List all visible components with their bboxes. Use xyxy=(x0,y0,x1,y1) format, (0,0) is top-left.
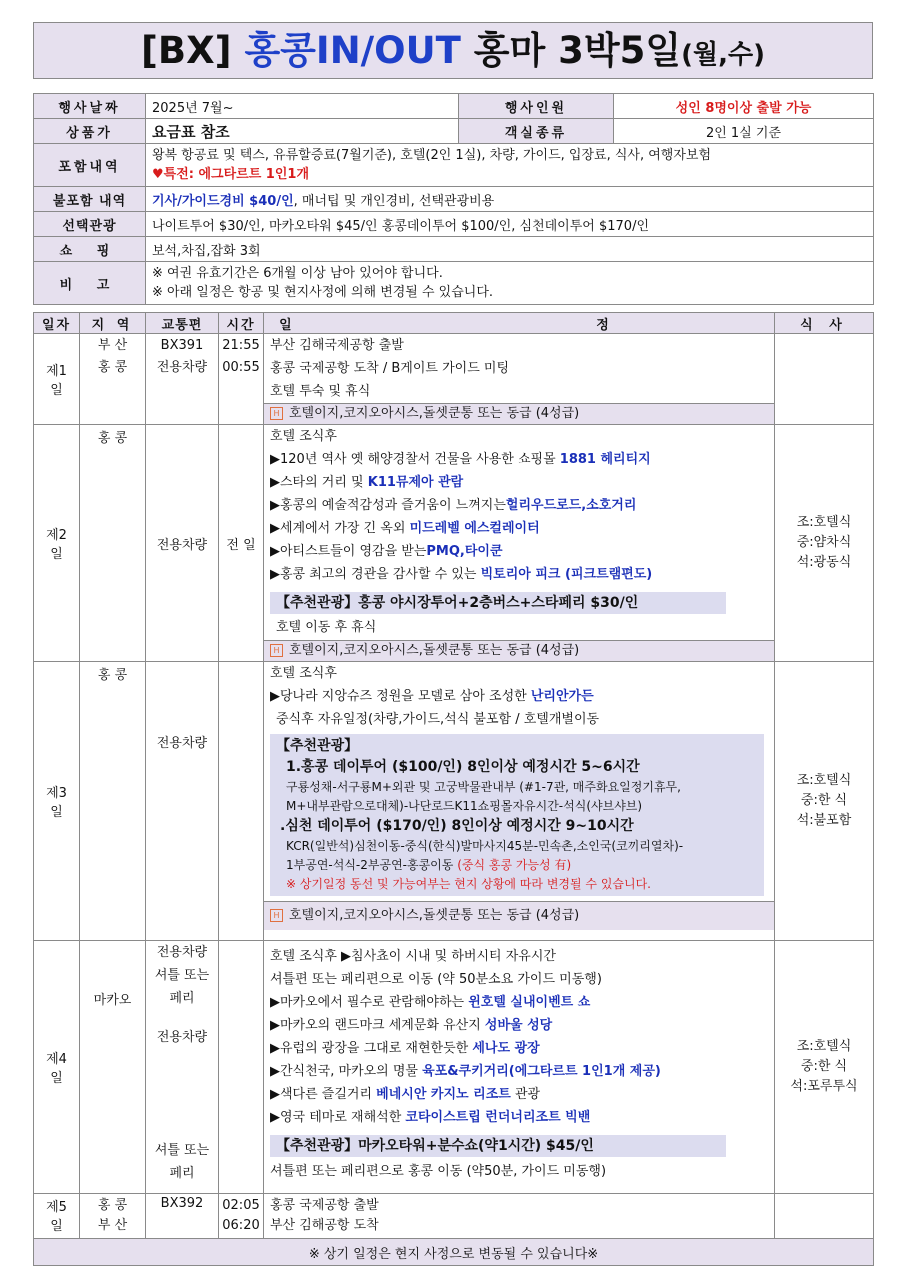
header-meal: 식 사 xyxy=(775,313,874,334)
day1-region-1: 부 산 xyxy=(97,338,128,353)
day4-line-8-highlight: 코타이스트립 런더너리조트 빅밴 xyxy=(405,1110,591,1125)
day3-day: 제3일 xyxy=(34,662,80,941)
day4-line-8-text: ▶영국 테마로 재해석한 xyxy=(270,1110,406,1125)
day3-hotel xyxy=(264,901,774,930)
include-value: 왕복 항공료 및 텍스, 유류할증료(7월기준), 호텔(2인 1실), 차량, 가이드, 입장료, 식사, 여행자보험 xyxy=(152,148,712,163)
day5-transport: BX392 xyxy=(146,1194,219,1239)
include-special: ♥특전: 에그타르트 1인1개 xyxy=(152,167,310,182)
day3-region: 홍 콩 xyxy=(80,662,146,941)
day2-line-last: 호텔 이동 후 휴식 xyxy=(276,620,377,635)
day1-line-1: 부산 김해국제공항 출발 xyxy=(270,338,404,353)
day4-line-6 xyxy=(270,1060,768,1083)
day5-time-1: 02:05 xyxy=(222,1198,260,1213)
day4-transport-2: 셔틀 또는 xyxy=(154,968,210,983)
day4-line-5-text: ▶유럽의 광장을 그대로 재현한듯한 xyxy=(270,1041,473,1056)
day2-line-6-text: ▶아티스트들이 영감을 받는 xyxy=(270,544,427,559)
day2-line-2-text: ▶120년 역사 옛 해양경찰서 건물을 사용한 쇼핑몰 xyxy=(270,452,560,467)
day3-line-3: 중식후 자유일정(차량,가이드,석식 불포함 / 호텔개별이동 xyxy=(276,712,600,727)
day3-rec-2b-row xyxy=(276,856,758,875)
day4-schedule xyxy=(264,941,775,1194)
day1-row xyxy=(34,334,874,425)
footer-note: ※ 상기 일정은 현지 사정으로 변동될 수 있습니다※ xyxy=(34,1239,874,1266)
day3-line-2 xyxy=(270,685,768,708)
day4-line-4 xyxy=(270,1014,768,1037)
day2-line-5 xyxy=(270,517,768,540)
day5-time-2: 06:20 xyxy=(222,1218,260,1233)
page-title xyxy=(33,22,873,79)
day5-meal xyxy=(775,1194,874,1239)
day4-meal-3: 석:포루투식 xyxy=(790,1079,858,1094)
note-1: ※ 여권 유효기간은 6개월 이상 남아 있어야 합니다. xyxy=(152,266,443,281)
day3-rec-note: ※ 상기일정 동선 및 가능여부는 현지 상황에 따라 변경될 수 있습니다. xyxy=(286,877,651,891)
day3-recommend-box xyxy=(270,734,764,896)
day2-line-2-highlight: 1881 헤리티지 xyxy=(559,452,651,467)
option-value: 나이트투어 $30/인, 마카오타워 $45/인 홍콩데이투어 $100/인, 심천데이투어 $170/인 xyxy=(146,212,874,237)
day4-line-2: 셔틀편 또는 페리편으로 이동 (약 50분소요 가이드 미동행) xyxy=(270,972,602,987)
day2-line-4-highlight: 헐리우드로드,소호거리 xyxy=(505,498,637,513)
day3-meal-1: 조:호텔식 xyxy=(796,773,852,788)
day1-transport-1: BX391 xyxy=(160,338,204,353)
day4-transport-4: 전용차량 xyxy=(156,1030,208,1045)
day1-transport xyxy=(146,334,219,425)
header-transport: 교통편 xyxy=(146,313,219,334)
day1-time-1: 21:55 xyxy=(222,338,260,353)
day1-transport-2: 전용차량 xyxy=(156,360,208,375)
day4-line-7-highlight: 베네시안 카지노 리조트 xyxy=(376,1087,511,1102)
day4-line-3-highlight: 윈호텔 실내이벤트 쇼 xyxy=(468,995,591,1010)
date-value: 2025년 7월~ xyxy=(146,94,459,119)
day4-line-6-highlight: 육포&쿠키거리(에그타르트 1인1개 제공) xyxy=(422,1064,661,1079)
day3-rec-2b: 1부공연-석식-2부공연-홍콩이동 xyxy=(286,858,458,872)
day4-meal-2: 중:한 식 xyxy=(800,1059,848,1074)
day4-transport xyxy=(146,941,219,1194)
day4-meal xyxy=(775,941,874,1194)
day4-transport-3: 페리 xyxy=(169,991,195,1006)
day2-day: 제2일 xyxy=(34,425,80,662)
title-highlight: 홍콩IN/OUT xyxy=(244,29,461,72)
day2-line-3-highlight: K11뮤제아 관람 xyxy=(367,475,464,490)
day2-line-5-text: ▶세계에서 가장 긴 옥외 xyxy=(270,521,410,536)
day4-line-7-tail: 관광 xyxy=(510,1087,541,1102)
title-main: 홍마 3박5일 xyxy=(473,29,682,72)
day1-day: 제1일 xyxy=(34,334,80,425)
day2-transport: 전용차량 xyxy=(146,425,219,662)
option-label: 선택관광 xyxy=(34,212,146,237)
day3-rec-2a: KCR(일반석)심천이동-중식(한식)발마사지45분-민속촌,소인국(코끼리열차)- xyxy=(286,839,684,853)
exclude-cell xyxy=(146,187,874,212)
day4-line-8 xyxy=(270,1106,768,1129)
day2-line-1: 호텔 조식후 xyxy=(270,429,337,444)
shop-label: 쇼 핑 xyxy=(34,237,146,262)
day2-hotel xyxy=(264,640,774,661)
title-prefix: [BX] xyxy=(140,29,232,72)
day3-rec-1: 1.홍콩 데이투어 ($100/인) 8인이상 예정시간 5~6시간 xyxy=(286,759,640,775)
room-label: 객실종류 xyxy=(459,119,614,144)
itinerary-table xyxy=(33,312,874,1266)
day2-hotel-text: 호텔이지,코지오아시스,돌셋쿤통 또는 동급 (4성급) xyxy=(289,643,580,658)
day2-meal-1: 조:호텔식 xyxy=(796,515,852,530)
exclude-label: 불포함 내역 xyxy=(34,187,146,212)
people-value: 성인 8명이상 출발 가능 xyxy=(614,94,874,119)
day2-line-6 xyxy=(270,540,768,563)
day4-day: 제4일 xyxy=(34,941,80,1194)
day1-hotel-text: 호텔이지,코지오아시스,돌셋쿤통 또는 동급 (4성급) xyxy=(289,406,580,421)
day2-row xyxy=(34,425,874,662)
price-value: 요금표 참조 xyxy=(146,119,459,144)
day4-transport-6: 페리 xyxy=(169,1166,195,1181)
include-label: 포함내역 xyxy=(34,144,146,187)
day5-region-2: 부 산 xyxy=(97,1218,128,1233)
info-table xyxy=(33,93,874,305)
day4-meal-1: 조:호텔식 xyxy=(796,1039,852,1054)
day2-meal-3: 석:광동식 xyxy=(796,555,852,570)
day3-line-2-text: ▶당나라 지앙슈즈 정원을 모델로 삼아 조성한 xyxy=(270,689,531,704)
day3-rec-1a: 구룡성채-서구룡M+외관 및 고궁박물관내부 (#1-7관, 매주화요일정기휴무, xyxy=(286,780,681,794)
room-value: 2인 1실 기준 xyxy=(614,119,874,144)
header-day: 일자 xyxy=(34,313,80,334)
day5-day: 제5일 xyxy=(34,1194,80,1239)
day3-meal-2: 중:한 식 xyxy=(800,793,848,808)
day5-line-2: 부산 김해공항 도착 xyxy=(270,1218,379,1233)
day4-line-3 xyxy=(270,991,768,1014)
day2-line-7-highlight: 빅토리아 피크 (피크트램편도) xyxy=(480,567,653,582)
day2-schedule xyxy=(264,425,775,662)
day4-row xyxy=(34,941,874,1194)
day3-schedule xyxy=(264,662,775,941)
day3-line-1: 호텔 조식후 xyxy=(270,666,337,681)
day4-line-4-highlight: 성바울 성당 xyxy=(484,1018,553,1033)
day2-region: 홍 콩 xyxy=(80,425,146,662)
day4-transport-1: 전용차량 xyxy=(156,945,208,960)
day5-schedule xyxy=(264,1194,775,1239)
day2-line-7 xyxy=(270,563,768,586)
day3-rec-2c: (중식 홍콩 가능성 有) xyxy=(457,858,572,872)
day5-row xyxy=(34,1194,874,1239)
day4-time xyxy=(219,941,264,1194)
day2-line-2 xyxy=(270,448,768,471)
day1-line-2: 홍콩 국제공항 도착 / B게이트 가이드 미팅 xyxy=(270,361,510,376)
day2-line-4 xyxy=(270,494,768,517)
day3-rec-1b: M+내부관람으로대체)-나단로드K11쇼핑몰자유시간-석식(샤브샤브) xyxy=(286,799,643,813)
day3-hotel-text: 호텔이지,코지오아시스,돌셋쿤통 또는 동급 (4성급) xyxy=(289,908,580,923)
day3-transport: 전용차량 xyxy=(146,662,219,941)
day4-transport-5: 셔틀 또는 xyxy=(154,1143,210,1158)
day1-meal xyxy=(775,334,874,425)
day2-meal xyxy=(775,425,874,662)
note-label: 비 고 xyxy=(34,262,146,305)
day2-line-6-highlight: PMQ,타이쿤 xyxy=(426,544,503,559)
day3-meal xyxy=(775,662,874,941)
exclude-rest: , 매너팁 및 개인경비, 선택관광비용 xyxy=(293,193,495,209)
hotel-icon: H xyxy=(270,644,283,657)
day2-line-3-text: ▶스타의 거리 및 xyxy=(270,475,368,490)
day4-line-7 xyxy=(270,1083,768,1106)
day3-meal-3: 석:불포함 xyxy=(796,813,852,828)
people-label: 행사인원 xyxy=(459,94,614,119)
day2-line-7-text: ▶홍콩 최고의 경관을 감사할 수 있는 xyxy=(270,567,481,582)
day4-recommend: 【추천관광】마카오타워+분수쇼(약1시간) $45/인 xyxy=(270,1135,726,1157)
day2-meal-2: 중:얌차식 xyxy=(796,535,852,550)
title-suffix: (월,수) xyxy=(681,40,766,70)
note-cell xyxy=(146,262,874,305)
shop-value: 보석,차집,잡화 3회 xyxy=(146,237,874,262)
day3-rec-2: .심천 데이투어 ($170/인) 8인이상 예정시간 9~10시간 xyxy=(280,818,634,834)
day1-hotel xyxy=(264,403,774,424)
day1-line-3: 호텔 투숙 및 휴식 xyxy=(270,384,371,399)
day4-line-5-highlight: 세나도 광장 xyxy=(472,1041,540,1056)
day2-time: 전 일 xyxy=(219,425,264,662)
day1-region-2: 홍 콩 xyxy=(97,360,128,375)
note-2: ※ 아래 일정은 항공 및 현지사정에 의해 변경될 수 있습니다. xyxy=(152,285,494,300)
day4-region: 마카오 xyxy=(80,941,146,1194)
hotel-icon: H xyxy=(270,407,283,420)
include-cell xyxy=(146,144,874,187)
day5-region-1: 홍 콩 xyxy=(97,1198,128,1213)
exclude-highlight: 기사/가이드경비 $40/인 xyxy=(152,193,294,209)
day4-line-4-text: ▶마카오의 랜드마크 세계문화 유산지 xyxy=(270,1018,485,1033)
day3-line-2-highlight: 난리안가든 xyxy=(530,689,594,704)
day3-row xyxy=(34,662,874,941)
day4-line-1: 호텔 조식후 ▶침사쵸이 시내 및 하버시티 자유시간 xyxy=(270,949,556,964)
day4-line-7-text: ▶색다른 즐길거리 xyxy=(270,1087,377,1102)
price-label: 상품가 xyxy=(34,119,146,144)
day3-time xyxy=(219,662,264,941)
day3-rec-title: 【추천관광】 xyxy=(276,738,359,754)
date-label: 행사날짜 xyxy=(34,94,146,119)
day1-time-2: 00:55 xyxy=(222,360,260,375)
day4-line-last: 셔틀편 또는 페리편으로 홍콩 이동 (약50분, 가이드 미동행) xyxy=(270,1164,607,1179)
day1-time xyxy=(219,334,264,425)
day4-line-3-text: ▶마카오에서 필수로 관람해야하는 xyxy=(270,995,469,1010)
day5-time xyxy=(219,1194,264,1239)
day2-line-5-highlight: 미드레벨 에스컬레이터 xyxy=(409,521,540,536)
header-schedule: 일 정 xyxy=(264,313,775,334)
day5-region xyxy=(80,1194,146,1239)
day5-line-1: 홍콩 국제공항 출발 xyxy=(270,1198,379,1213)
day2-line-4-text: ▶홍콩의 예술적감성과 즐거움이 느껴지는 xyxy=(270,498,506,513)
day4-line-5 xyxy=(270,1037,768,1060)
header-region: 지 역 xyxy=(80,313,146,334)
header-time: 시간 xyxy=(219,313,264,334)
day2-recommend: 【추천관광】홍콩 야시장투어+2층버스+스타페리 $30/인 xyxy=(270,592,726,614)
hotel-icon: H xyxy=(270,909,283,922)
day2-line-3 xyxy=(270,471,768,494)
day4-line-6-text: ▶간식천국, 마카오의 명물 xyxy=(270,1064,423,1079)
day1-region xyxy=(80,334,146,425)
day1-schedule xyxy=(264,334,775,425)
